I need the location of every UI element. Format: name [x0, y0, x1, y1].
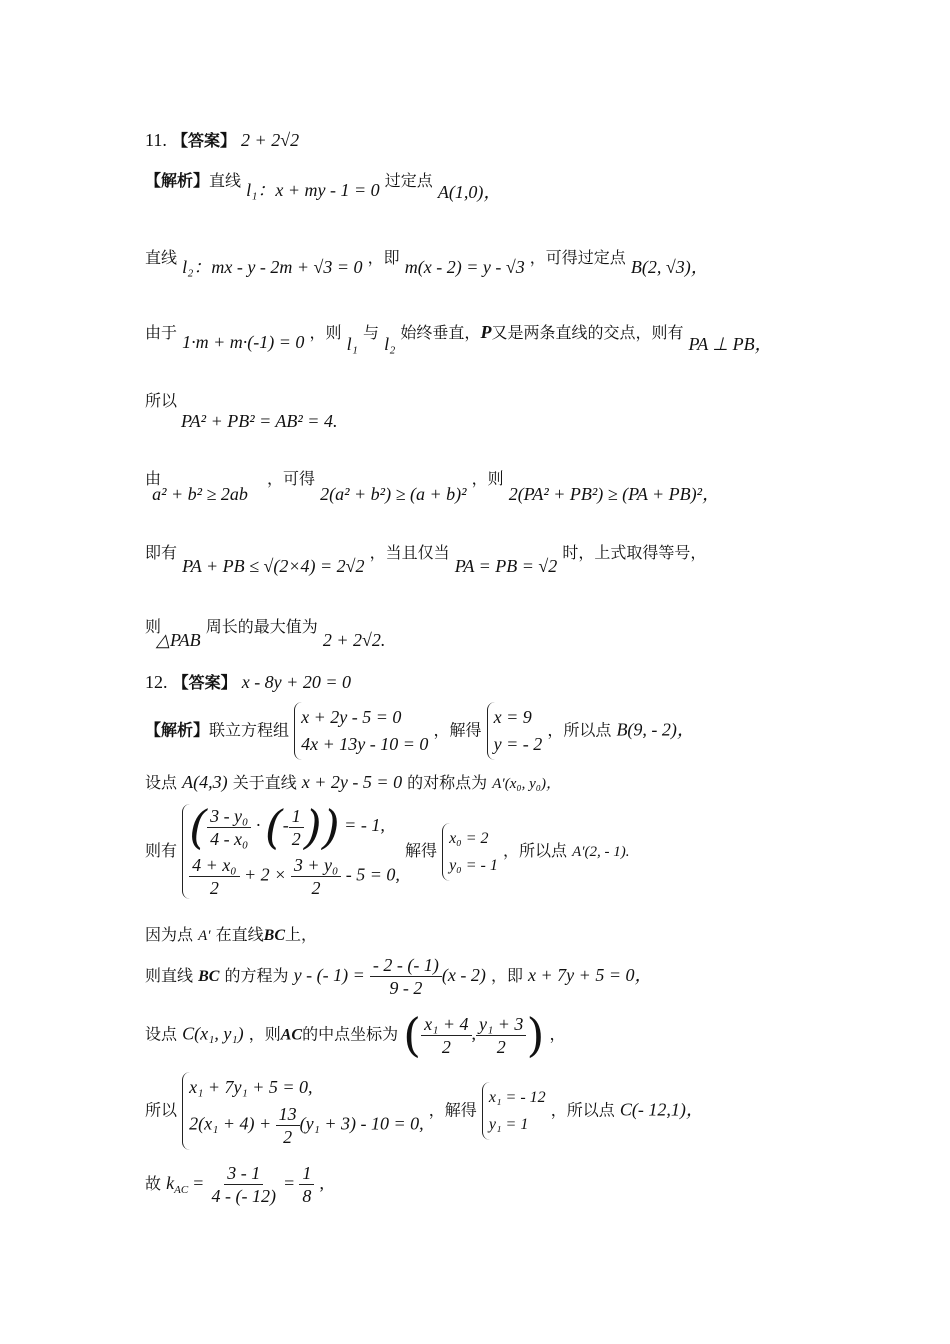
system-brace: x₀ = 2 y₀ = - 1: [442, 823, 498, 881]
fraction: $\frac{3 - 1}{4 - (- 12)}$: [211, 1163, 276, 1206]
q12-answer-value: x - 8y + 20 = 0: [241, 672, 351, 692]
q11-answer-value: 2 + 2√2: [241, 130, 300, 150]
q12-line6: 设点 C(x₁, y₁) ，则AC的中点坐标为 ( $\frac{\text{x₁ + 4}}{2}$ , $\frac{\text{y₁ + 3}}{2}$ ) ，: [145, 1008, 566, 1062]
q11-analysis-tag: 【解析】: [145, 171, 210, 190]
system-brace: x = 9 y = - 2: [487, 702, 543, 760]
q12-line3: 则有 ( $\frac{\text{3 - y₀}}{\text{4 - x₀}}$ · (- $\frac{1}{2}$ )) = - 1, $\frac{\text{4 + x₀}}{2}$ + 2 × $\frac{\text{3 + y₀}}{2}$ - 5 = 0, 解得 x₀ = 2 y₀ = - 1 ，所以点 A′(2, - 1).: [145, 800, 630, 898]
system-brace: x₁ + 7y₁ + 5 = 0, 2(x₁ + 4) + $\frac{13}{2}$ (y₁ + 3) - 10 = 0,: [182, 1072, 424, 1150]
q12-line5: 则直线 BC 的方程为 y - (- 1) = $\frac{- 2 - (- 1)}{9 - 2}$ (x - 2) ，即 x + 7y + 5 = 0，: [145, 955, 653, 998]
q11-line5: 由 a² + b² ≥ 2ab ，可得 2(a² + b²) ≥ (a + b)² ，则 2(PA² + PB²) ≥ (PA + PB)²，: [145, 469, 721, 504]
q11-answer-tag: 【答案】: [171, 131, 236, 150]
q11-line7: 则 △PAB 周长的最大值为 2 + 2√2.: [145, 617, 386, 650]
q12-line1: 【解析】联立方程组 x + 2y - 5 = 0 4x + 13y - 10 = 0 ，解得 x = 9 y = - 2 ，所以点 B(9, - 2)，: [145, 702, 695, 760]
system-brace: x₁ = - 12 y₁ = 1: [482, 1082, 546, 1140]
system-brace: x + 2y - 5 = 0 4x + 13y - 10 = 0: [294, 702, 428, 760]
q11-line4: 所以 PA² + PB² = AB² = 4.: [145, 391, 338, 431]
q12-line7: 所以 x₁ + 7y₁ + 5 = 0, 2(x₁ + 4) + $\frac{13}{2}$ (y₁ + 3) - 10 = 0, ，解得 x₁ = - 12 y₁ = 1 ，所以点 C(- 12,1)，: [145, 1072, 704, 1150]
system-brace: ( $\frac{\text{3 - y₀}}{\text{4 - x₀}}$ · (- $\frac{1}{2}$ )) = - 1, $\frac{\text{4 + x₀}}{2}$ + 2 × $\frac{\text{3 + y₀}}{2}$ - 5 = 0,: [182, 804, 400, 899]
q11-line2: 直线 l₂：mx - y - 2m + √3 = 0 ，即 m(x - 2) = y - √3 ，可得过定点 B(2, √3)，: [145, 248, 709, 277]
q12-answer-tag: 【答案】: [172, 673, 237, 692]
q11-answer-line: [145, 128, 299, 151]
q12-line2: 设点 A(4,3) 关于直线 x + 2y - 5 = 0 的对称点为 A′(x₀, y₀)，: [145, 772, 561, 792]
q12-number: 12.: [145, 672, 168, 692]
q11-line6: 即有 PA + PB ≤ √(2×4) = 2√2 ，当且仅当 PA = PB = √2 时，上式取得等号，: [145, 543, 707, 576]
fraction: $\frac{- 2 - (- 1)}{9 - 2}$: [370, 954, 442, 999]
q12-line8: 故 $k_{AC}$ = $\frac{3 - 1}{4 - (- 12)}$ = $\frac{1}{8}$ ,: [145, 1163, 324, 1206]
q11-line3: 由于 1·m + m·(-1) = 0 ，则 l₁ 与 l₂ 始终垂直，P又是两条直线的交点，则有 PA ⊥ PB，: [145, 322, 773, 354]
q11-line1: 【解析】直线 l₁：x + my - 1 = 0 过定点 A(1,0)，: [145, 171, 502, 202]
q12-line4: 因为点 A′ 在直线BC上，: [145, 925, 318, 944]
fraction: $\frac{1}{8}$: [299, 1162, 314, 1207]
q11-number: 11.: [145, 130, 167, 150]
q12-answer-line: [145, 670, 351, 693]
